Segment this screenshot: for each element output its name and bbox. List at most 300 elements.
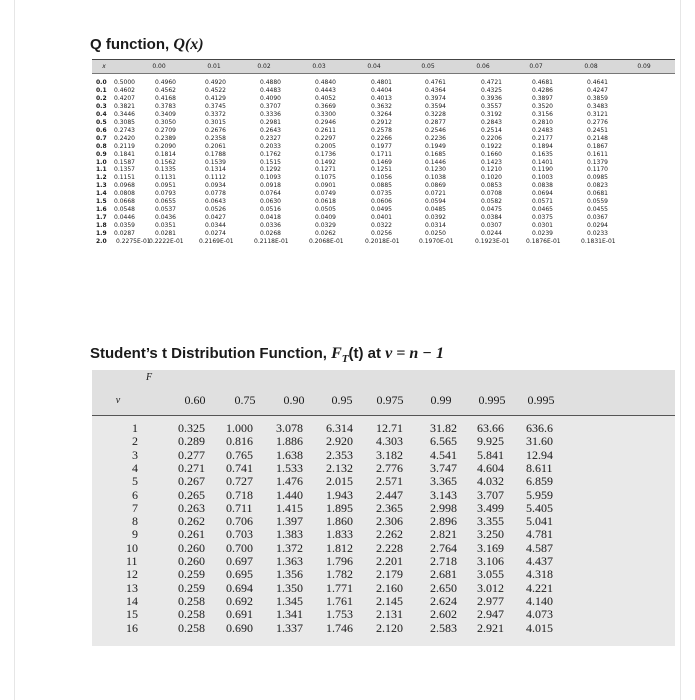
q-cell: 0.0281 <box>155 230 176 238</box>
t-cell: 0.258 <box>178 620 205 635</box>
q-cell: 0.2843 <box>481 118 502 126</box>
q-cell: 0.4404 <box>371 86 392 94</box>
q-cell: 0.2676 <box>205 126 226 134</box>
q-cell: 0.0495 <box>371 206 392 214</box>
q-cell: 0.1271 <box>315 166 336 174</box>
t-cell: 4.781 <box>526 527 553 542</box>
q-cell: 0.1841 <box>114 150 135 158</box>
q-cell: 0.2389 <box>155 134 176 142</box>
t-table-row <box>92 422 675 435</box>
t-cell: 2.262 <box>376 527 403 542</box>
q-cell: 0.4483 <box>260 86 281 94</box>
q-cell: 0.3520 <box>532 102 553 110</box>
q-cell: 0.4761 <box>425 79 446 86</box>
q-cell: 0.2946 <box>315 118 336 126</box>
t-cell: 1.345 <box>276 593 303 608</box>
t-cell: 0.258 <box>178 607 205 622</box>
t-cell: 2.015 <box>326 474 353 489</box>
t-cell: 2.977 <box>477 593 504 608</box>
q-cell: 0.4602 <box>114 86 135 94</box>
q-cell: 0.0853 <box>481 182 502 190</box>
q-cell: 0.4562 <box>155 86 176 94</box>
t-header-cell: 0.75 <box>234 393 256 407</box>
t-cell: 0.816 <box>226 434 253 449</box>
t-row-nu: 12 <box>126 567 138 582</box>
q-cell: 0.2068E-01 <box>309 238 344 245</box>
q-header-cell: 0.03 <box>312 63 326 70</box>
q-cell: 0.2877 <box>425 118 446 126</box>
q-cell: 0.1170 <box>587 166 608 174</box>
q-header-cell: 0.09 <box>637 63 651 70</box>
t-distribution-title <box>90 345 444 365</box>
q-cell: 0.3557 <box>481 102 502 110</box>
q-function-table <box>92 59 675 245</box>
t-row-nu: 16 <box>126 620 138 635</box>
q-title-text: Q function, <box>90 36 174 53</box>
q-cell: 0.4920 <box>205 79 226 86</box>
q-cell: 0.4286 <box>532 86 553 94</box>
q-cell: 0.3974 <box>425 94 446 102</box>
t-cell: 3.182 <box>376 447 403 462</box>
q-cell: 0.1056 <box>371 174 392 182</box>
t-cell: 3.250 <box>477 527 504 542</box>
t-cell: 3.169 <box>477 540 504 555</box>
t-cell: 4.587 <box>526 540 553 555</box>
q-cell: 0.2981 <box>260 118 281 126</box>
q-cell: 0.2578 <box>371 126 392 134</box>
q-title-math: Q(x) <box>173 36 204 53</box>
q-cell: 0.1038 <box>425 174 446 182</box>
q-cell: 0.3446 <box>114 110 135 118</box>
q-cell: 0.1401 <box>532 158 553 166</box>
t-cell: 2.365 <box>376 500 403 515</box>
q-row-x: 1.1 <box>96 166 107 174</box>
t-row-nu: 2 <box>132 434 138 449</box>
q-row-x: 1.8 <box>96 222 107 230</box>
q-cell: 0.3300 <box>315 110 336 118</box>
t-cell: 2.718 <box>430 554 457 568</box>
q-header-cell: 0.02 <box>257 63 271 70</box>
q-cell: 0.0505 <box>315 206 336 214</box>
t-cell: 0.289 <box>178 434 205 449</box>
q-cell: 0.2266 <box>371 134 392 142</box>
t-cell: 0.267 <box>178 474 205 489</box>
q-cell: 0.4840 <box>315 79 336 86</box>
t-cell: 1.350 <box>276 580 303 595</box>
q-cell: 0.1423 <box>481 158 502 166</box>
t-title-sub: T <box>341 353 349 365</box>
q-cell: 0.1876E-01 <box>526 238 561 245</box>
t-header-cell: 0.60 <box>184 393 206 407</box>
t-cell: 0.260 <box>178 540 205 555</box>
t-cell: 0.727 <box>226 474 253 489</box>
t-cell: 1.415 <box>276 500 303 515</box>
t-cell: 0.711 <box>226 500 253 515</box>
t-cell: 1.363 <box>276 554 303 568</box>
q-row-x: 0.6 <box>96 126 107 134</box>
t-table-row <box>92 582 675 595</box>
q-cell: 0.0582 <box>481 198 502 206</box>
t-row-nu: 15 <box>126 607 138 622</box>
q-cell: 0.3594 <box>425 102 446 110</box>
q-cell: 0.4325 <box>481 86 502 94</box>
t-cell: 1.895 <box>326 500 353 515</box>
q-cell: 0.0401 <box>371 214 392 222</box>
q-cell: 0.2643 <box>260 126 281 134</box>
q-cell: 0.2222E-01 <box>149 238 184 245</box>
q-cell: 0.2148 <box>587 134 608 142</box>
t-cell: 2.571 <box>376 474 403 489</box>
t-cell: 0.695 <box>226 567 253 582</box>
t-cell: 2.776 <box>376 460 403 475</box>
q-cell: 0.3897 <box>532 94 553 102</box>
q-cell: 0.0548 <box>114 206 135 214</box>
t-cell: 3.078 <box>276 421 303 435</box>
q-cell: 0.2275E-01 <box>116 238 151 245</box>
t-cell: 12.71 <box>376 421 403 435</box>
q-cell: 0.0606 <box>371 198 392 206</box>
t-cell: 636.6 <box>526 421 553 435</box>
t-cell: 1.796 <box>326 554 353 568</box>
t-cell: 1.943 <box>326 487 353 502</box>
q-row-x: 1.9 <box>96 230 107 238</box>
q-cell: 0.1314 <box>205 166 226 174</box>
q-cell: 0.0951 <box>155 182 176 190</box>
t-cell: 6.314 <box>326 421 353 435</box>
q-cell: 0.3669 <box>315 102 336 110</box>
t-cell: 4.073 <box>526 607 553 622</box>
t-header-cell: 0.995 <box>478 393 506 407</box>
q-cell: 0.0630 <box>260 198 281 206</box>
q-cell: 0.2483 <box>532 126 553 134</box>
t-table-row <box>92 435 675 448</box>
t-cell: 1.638 <box>276 447 303 462</box>
t-cell: 12.94 <box>526 447 553 462</box>
q-cell: 0.2018E-01 <box>365 238 400 245</box>
q-cell: 0.2119 <box>114 142 135 150</box>
t-cell: 1.761 <box>326 593 353 608</box>
t-f-label: F <box>146 372 153 383</box>
q-cell: 0.0301 <box>532 222 553 230</box>
t-header-cell: 0.95 <box>331 393 353 407</box>
q-cell: 0.4013 <box>371 94 392 102</box>
q-cell: 0.0985 <box>587 174 608 182</box>
q-cell: 0.2327 <box>260 134 281 142</box>
q-row-x: 2.0 <box>96 238 107 245</box>
q-row-x: 0.8 <box>96 142 107 150</box>
q-cell: 0.0885 <box>371 182 392 190</box>
q-cell: 0.2118E-01 <box>254 238 289 245</box>
t-row-nu: 4 <box>132 460 138 475</box>
q-row-x: 0.2 <box>96 94 107 102</box>
t-header-cell: 0.995 <box>527 393 555 407</box>
q-cell: 0.3859 <box>587 94 608 102</box>
t-cell: 5.841 <box>477 447 504 462</box>
q-cell: 0.3228 <box>425 110 446 118</box>
q-cell: 0.0778 <box>205 190 226 198</box>
t-cell: 2.896 <box>430 514 457 529</box>
t-cell: 0.263 <box>178 500 205 515</box>
t-cell: 0.260 <box>178 554 205 568</box>
t-cell: 2.228 <box>376 540 403 555</box>
q-cell: 0.2358 <box>205 134 226 142</box>
q-cell: 0.1923E-01 <box>475 238 510 245</box>
t-title-tail: (t) at <box>348 345 386 362</box>
q-cell: 0.1131 <box>155 174 176 182</box>
t-cell: 2.145 <box>376 593 403 608</box>
q-row-x: 1.5 <box>96 198 107 206</box>
q-cell: 0.1867 <box>587 142 608 150</box>
q-cell: 0.2514 <box>481 126 502 134</box>
t-cell: 3.365 <box>430 474 457 489</box>
q-cell: 0.0901 <box>315 182 336 190</box>
t-cell: 0.271 <box>178 460 205 475</box>
t-cell: 63.66 <box>477 421 504 435</box>
q-cell: 0.0793 <box>155 190 176 198</box>
q-cell: 0.4364 <box>425 86 446 94</box>
q-cell: 0.1970E-01 <box>419 238 454 245</box>
q-cell: 0.0294 <box>587 222 608 230</box>
q-cell: 0.2033 <box>260 142 281 150</box>
t-table-row <box>92 608 675 621</box>
t-title-math: F <box>331 345 342 362</box>
t-table-row <box>92 555 675 568</box>
q-cell: 0.0485 <box>425 206 446 214</box>
t-row-nu: 8 <box>132 514 138 529</box>
q-cell: 0.3936 <box>481 94 502 102</box>
q-cell: 0.0516 <box>260 206 281 214</box>
t-title-eq: v = n − 1 <box>385 345 444 362</box>
t-row-nu: 13 <box>126 580 138 595</box>
q-cell: 0.1251 <box>371 166 392 174</box>
q-header-cell: 0.07 <box>529 63 543 70</box>
q-cell: 0.4880 <box>260 79 281 86</box>
q-cell: 0.2420 <box>114 134 135 142</box>
q-row-x: 0.7 <box>96 134 107 142</box>
q-cell: 0.3821 <box>114 102 135 110</box>
q-cell: 0.4641 <box>587 79 608 86</box>
q-cell: 0.0618 <box>315 198 336 206</box>
q-cell: 0.0643 <box>205 198 226 206</box>
t-row-nu: 3 <box>132 447 138 462</box>
q-cell: 0.4721 <box>481 79 502 86</box>
q-row-x: 0.5 <box>96 118 107 126</box>
q-cell: 0.2451 <box>587 126 608 134</box>
t-cell: 2.624 <box>430 593 457 608</box>
q-cell: 0.0808 <box>114 190 135 198</box>
q-cell: 0.2297 <box>315 134 336 142</box>
q-cell: 0.4090 <box>260 94 281 102</box>
t-cell: 2.447 <box>376 487 403 502</box>
q-cell: 0.4681 <box>532 79 553 86</box>
q-cell: 0.1446 <box>425 158 446 166</box>
q-cell: 0.0559 <box>587 198 608 206</box>
q-cell: 0.1685 <box>425 150 446 158</box>
t-cell: 4.032 <box>477 474 504 489</box>
q-cell: 0.0869 <box>425 182 446 190</box>
q-cell: 0.0336 <box>260 222 281 230</box>
t-cell: 0.265 <box>178 487 205 502</box>
q-cell: 0.0823 <box>587 182 608 190</box>
t-cell: 1.533 <box>276 460 303 475</box>
t-cell: 0.259 <box>178 567 205 582</box>
t-table-row <box>92 542 675 555</box>
q-table-row <box>92 237 675 246</box>
q-cell: 0.3707 <box>260 102 281 110</box>
t-cell: 1.812 <box>326 540 353 555</box>
q-row-x: 1.0 <box>96 158 107 166</box>
q-cell: 0.1151 <box>114 174 135 182</box>
q-cell: 0.0344 <box>205 222 226 230</box>
q-cell: 0.1335 <box>155 166 176 174</box>
t-cell: 1.000 <box>226 421 253 435</box>
q-cell: 0.2810 <box>532 118 553 126</box>
t-table-row <box>92 449 675 462</box>
t-cell: 4.604 <box>477 460 504 475</box>
t-row-nu: 11 <box>126 554 138 568</box>
t-cell: 2.921 <box>477 620 504 635</box>
t-cell: 4.303 <box>376 434 403 449</box>
q-cell: 0.1587 <box>114 158 135 166</box>
q-cell: 0.0233 <box>587 230 608 238</box>
q-cell: 0.1357 <box>114 166 135 174</box>
t-cell: 1.397 <box>276 514 303 529</box>
t-cell: 0.262 <box>178 514 205 529</box>
q-cell: 0.1922 <box>481 142 502 150</box>
q-cell: 0.0934 <box>205 182 226 190</box>
q-cell: 0.4247 <box>587 86 608 94</box>
q-cell: 0.0409 <box>315 214 336 222</box>
t-cell: 5.959 <box>526 487 553 502</box>
t-cell: 3.747 <box>430 460 457 475</box>
q-cell: 0.0418 <box>260 214 281 222</box>
t-cell: 4.318 <box>526 567 553 582</box>
q-function-title <box>90 36 204 54</box>
q-cell: 0.3192 <box>481 110 502 118</box>
t-row-nu: 10 <box>126 540 138 555</box>
q-cell: 0.1020 <box>481 174 502 182</box>
t-cell: 5.405 <box>526 500 553 515</box>
t-cell: 3.499 <box>477 500 504 515</box>
q-cell: 0.1949 <box>425 142 446 150</box>
q-row-x: 1.7 <box>96 214 107 222</box>
t-cell: 2.681 <box>430 567 457 582</box>
q-header-cell: 0.05 <box>421 63 435 70</box>
q-cell: 0.0367 <box>587 214 608 222</box>
q-cell: 0.0668 <box>114 198 135 206</box>
t-cell: 4.221 <box>526 580 553 595</box>
q-cell: 0.0681 <box>587 190 608 198</box>
t-table-row <box>92 515 675 528</box>
t-table-header <box>92 386 675 416</box>
t-cell: 1.746 <box>326 620 353 635</box>
q-cell: 0.1093 <box>260 174 281 182</box>
q-cell: 0.1515 <box>260 158 281 166</box>
t-cell: 1.383 <box>276 527 303 542</box>
t-cell: 0.325 <box>178 421 205 435</box>
t-distribution-table <box>92 370 675 646</box>
t-cell: 1.833 <box>326 527 353 542</box>
q-header-cell: 0.06 <box>476 63 490 70</box>
t-cell: 8.611 <box>526 460 553 475</box>
q-table-body <box>92 74 675 245</box>
t-cell: 5.041 <box>526 514 553 529</box>
q-cell: 0.2912 <box>371 118 392 126</box>
t-table-row <box>92 475 675 488</box>
t-cell: 31.82 <box>430 421 457 435</box>
t-cell: 2.821 <box>430 527 457 542</box>
q-header-cell: 0.04 <box>367 63 381 70</box>
t-cell: 31.60 <box>526 434 553 449</box>
q-cell: 0.2236 <box>425 134 446 142</box>
q-cell: 0.1469 <box>371 158 392 166</box>
t-row-nu: 9 <box>132 527 138 542</box>
q-row-x: 1.6 <box>96 206 107 214</box>
q-cell: 0.1711 <box>371 150 392 158</box>
t-cell: 0.718 <box>226 487 253 502</box>
q-cell: 0.0594 <box>425 198 446 206</box>
t-cell: 0.741 <box>226 460 253 475</box>
t-cell: 2.131 <box>376 607 403 622</box>
t-cell: 2.179 <box>376 567 403 582</box>
q-cell: 0.0475 <box>481 206 502 214</box>
t-cell: 0.694 <box>226 580 253 595</box>
q-cell: 0.2169E-01 <box>199 238 234 245</box>
q-table-header <box>92 60 675 74</box>
q-header-cell: 0.08 <box>584 63 598 70</box>
q-cell: 0.2177 <box>532 134 553 142</box>
q-cell: 0.0427 <box>205 214 226 222</box>
q-cell: 0.1611 <box>587 150 608 158</box>
q-cell: 0.2061 <box>205 142 226 150</box>
t-cell: 2.120 <box>376 620 403 635</box>
q-cell: 0.1230 <box>425 166 446 174</box>
t-cell: 0.703 <box>226 527 253 542</box>
q-cell: 0.0446 <box>114 214 135 222</box>
t-cell: 2.764 <box>430 540 457 555</box>
q-cell: 0.4522 <box>205 86 226 94</box>
t-cell: 2.353 <box>326 447 353 462</box>
t-cell: 1.356 <box>276 567 303 582</box>
q-cell: 0.0375 <box>532 214 553 222</box>
t-header-cell: 0.975 <box>376 393 404 407</box>
q-row-x: 0.9 <box>96 150 107 158</box>
t-table-row <box>92 489 675 502</box>
q-cell: 0.1977 <box>371 142 392 150</box>
q-row-x: 0.1 <box>96 86 107 94</box>
q-header-cell: 0.01 <box>207 63 221 70</box>
q-cell: 0.0721 <box>425 190 446 198</box>
t-cell: 9.925 <box>477 434 504 449</box>
t-nu-label: v <box>115 395 121 406</box>
t-cell: 1.337 <box>276 620 303 635</box>
t-cell: 1.372 <box>276 540 303 555</box>
q-cell: 0.0268 <box>260 230 281 238</box>
t-cell: 2.920 <box>326 434 353 449</box>
t-row-nu: 14 <box>126 593 138 608</box>
t-header-cell: 0.90 <box>283 393 305 407</box>
t-cell: 4.015 <box>526 620 553 635</box>
t-cell: 2.602 <box>430 607 457 622</box>
q-cell: 0.3085 <box>114 118 135 126</box>
t-cell: 4.541 <box>430 447 457 462</box>
t-cell: 1.886 <box>276 434 303 449</box>
q-cell: 0.0838 <box>532 182 553 190</box>
t-cell: 6.859 <box>526 474 553 489</box>
q-cell: 0.0359 <box>114 222 135 230</box>
q-cell: 0.0250 <box>425 230 446 238</box>
q-cell: 0.4207 <box>114 94 135 102</box>
